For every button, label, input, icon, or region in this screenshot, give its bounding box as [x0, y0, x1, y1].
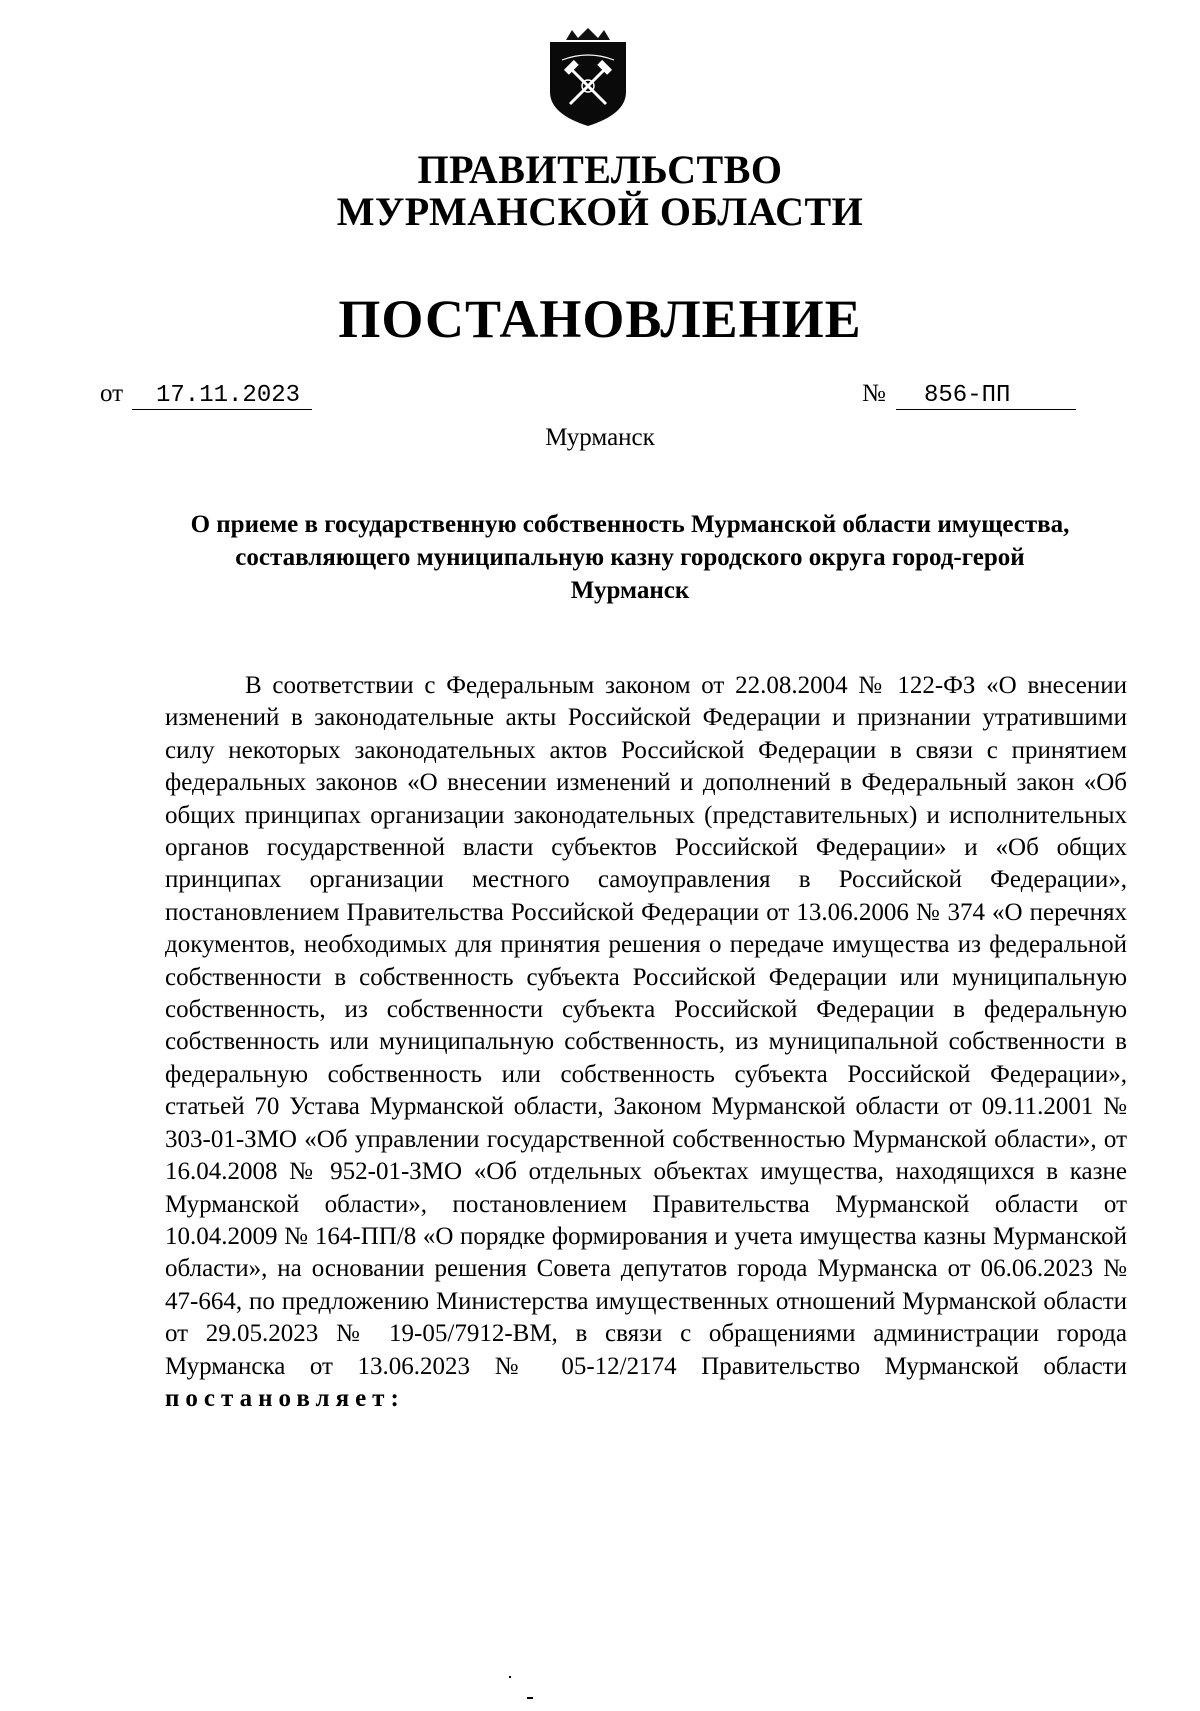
preamble-text: В соответствии с Федеральным законом от 22.08.2004 № 122-ФЗ «О внесении изменений в законодательные акты Российской Федерации и признании утратившими силу некоторых законодательных актов Российской Федерации в связи с принятием федеральных законов «О внесении изменений и дополнений в Федеральный закон «Об общих принципах организации законодательных (представительных) и исполнительных органов государственной власти субъектов Российской Федерации» и «Об общих принципах организации местного самоуправления в Российской Федерации», постановлением Правительства Российской Федерации от 13.06.2006 № 374 «О перечнях документов, необходимых для принятия решения о передаче имущества из федеральной собственности в собственность субъекта Российской Федерации или муниципальную собственность, из собственности субъекта Российской Федерации в федеральную собственность или муниципальную собственность, из муниципальной собственности в федеральную собственность или собственность субъекта Российской Федерации», статьей 70 Устава Мурманской области, Законом Мурманской области от 09.11.2001 № 303-01-ЗМО «Об управлении государственной собственностью Мурманской области», от 16.04.2008 № 952-01-ЗМО «Об отдельных объектах имущества, находящихся в казне Мурманской области», постановлением Правительства Мурманской области от 10.04.2009 № 164-ПП/8 «О порядке формирования и учета имущества казны Мурманской области», на основании решения Совета депутатов города Мурманска от 06.06.2023 № 47-664, по предложению Министерства имущественных отношений Мурманской области от 29.05.2023 № 19-05/7912-ВМ, в связи с обращениями администрации города Мурманска от 13.06.2023 № 05-12/2174 Правительство Мурманской области [165, 672, 1127, 1380]
scan-speck [509, 1676, 511, 1678]
document-number: 856-ПП [924, 382, 1011, 409]
number-underline [896, 409, 1076, 410]
document-date: 17.11.2023 [156, 382, 301, 409]
document-subject: О приеме в государственную собственность Мурманской области имущества, составляющего муниципальную казну городского округа город-герой Мурманск [190, 511, 1070, 604]
number-prefix: № [862, 380, 886, 407]
date-prefix: от [100, 380, 124, 407]
organization-name-line-1: ПРАВИТЕЛЬСТВО [417, 147, 783, 192]
organization-name-line-2: МУРМАНСКОЙ ОБЛАСТИ [336, 189, 864, 234]
coat-of-arms-emblem [544, 26, 632, 128]
scan-speck [527, 1697, 533, 1699]
date-underline [132, 409, 312, 410]
document-type-title: ПОСТАНОВЛЕНИЕ [338, 289, 862, 349]
resolves-keyword: постановляет: [165, 1384, 405, 1412]
preamble-paragraph [165, 670, 1127, 1415]
city-name: Мурманск [545, 424, 655, 451]
